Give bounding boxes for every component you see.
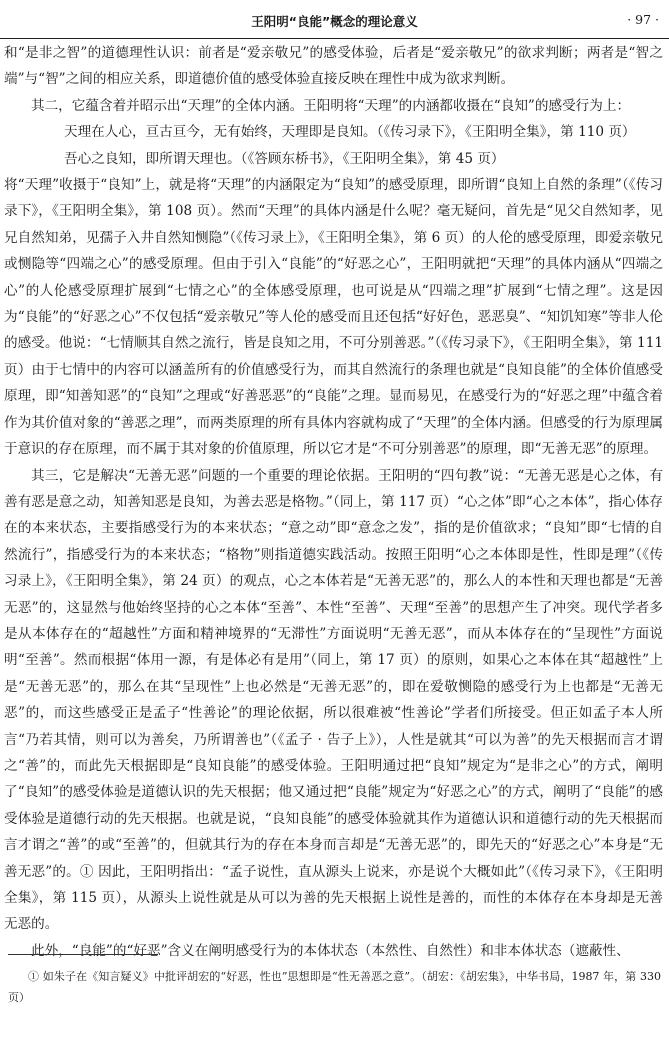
footnote-rule [8, 954, 158, 955]
header-rule [0, 38, 669, 39]
page-number: · 97 · [627, 12, 659, 27]
paragraph-continued: 和“是非之智”的道德理性认识：前者是“爱亲敬兄”的感受体验，后者是“爱亲敬兄”的欲求判断；两者是“智之端”与“智”之间的相应关系，即道德价值的感受体验直接反映在理性中成为欲求判断。 [4, 45, 663, 88]
paragraph-additionally: 此外，“良能”的“好恶”含义在阐明感受行为的本体状态（本然性、自然性）和非本体状态（遮蔽性、 [31, 942, 630, 959]
block-quote-1: 天理在人心，亘古亘今，无有始终，天理即是良知。（《传习录下》，《王阳明全集》，第 110 页） [64, 124, 636, 141]
block-quote-2: 吾心之良知，即所谓天理也。（《答顾东桥书》，《王阳明全集》，第 45 页） [64, 150, 505, 167]
running-title: 王阳明“良能”概念的理论意义 [251, 14, 418, 29]
running-header [0, 8, 669, 34]
paragraph-second-point: 其二，它蕴含着并昭示出“天理”的全体内涵。王阳明将“天理”的内涵都收摄在“良知”的感受行为上： [31, 97, 631, 114]
paragraph-third-point: 其三，它是解决“无善无恶”问题的一个重要的理论依据。王阳明的“四句教”说：“无善无恶是心之体，有善有恶是意之动，知善知恶是良知，为善去恶是格物。”（同上，第 117 页）“心之体”即“心之本体”，指心体存在的本来状态，主要指感受行为的本来状态；“意之动”即“意念之发”，指的是价值欲求；“良知”即“七情的自然流行”，指感受行为的本来状态；“格物”则指道德实践活动。按照王阳明“心之本体即是性，性即是理”（《传习录上》，《王阳明全集》，第 24 页）的观点，心之本体若是“无善无恶”的，那么人的本性和天理也都是“无善无恶”的，这显然与他始终坚持的心之本体“至善”、本性“至善”、天理“至善”的思想产生了冲突。现代学者多是从本体存在的“超越性”方面和精神境界的“无滞性”方面说明“无善无恶”，而从本体存在的“呈现性”方面说明“至善”。然而根据“体用一源，有是体必有是用”（同上，第 17 页）的原则，如果心之本体在其“超越性”上是“无善无恶”的，那么在其“呈现性”上也必然是“无善无恶”的，即在爱敬恻隐的感受行为上也都是“无善无恶”的，而这些感受正是孟子“性善论”的理论依据，所以很难被“性善论”学者们所接受。但正如孟子本人所言“乃若其情，则可以为善矣，乃所谓善也”（《孟子 · 告子上》），人性是就其“可以为善”的先天根据而言才谓之“善”的，而此先天根据即是“良知良能”的感受体验。王阳明通过把“良知”规定为“是非之心”的方式，阐明了“良知”的感受体验是道德认识的先天根据；他又通过把“良能”规定为“好恶之心”的方式，阐明了“良能”的感受体验是道德行动的先天根据。也就是说，“良知良能”的感受体验就其作为道德认识和道德行动的先天根据而言才谓之“善”的或“至善”的，但就其行为的存在本身而言却是“无善无恶”的，即先天的“好恶之心”本身是“无善无恶”的。① 因此，王阳明指出：“孟子说性，直从源头上说来，亦是说个大概如此”（《传习录下》，《王阳明全集》，第 115 页），从源头上说性就是从可以为善的先天根据上说性是善的，而性的本体存在本身却是无善无恶的。 [4, 467, 663, 933]
footnote: ① 如朱子在《知言疑义》中批评胡宏的“好恶，性也”思想即是“性无善恶之意”。（胡宏：《胡宏集》，中华书局，1987 年，第 330 页） [8, 970, 661, 1004]
article-body [4, 40, 663, 964]
paragraph-tianli: 将“天理”收摄于“良知”上，就是将“天理”的内涵限定为“良知”的感受原理，即所谓“良知上自然的条理”（《传习录下》，《王阳明全集》，第 108 页）。然而“天理”的具体内涵是什么呢？毫无疑问，首先是“见父自然知孝，见兄自然知弟，见孺子入井自然知恻隐”（《传习录上》，《王阳明全集》，第 6 页）的人伦的感受原理，即爱亲敬兄或恻隐等“四端之心”的感受原理。但由于引入“良能”的“好恶之心”，王阳明就把“天理”的具体内涵从“四端之心”的人伦感受原理扩展到“七情之心”的全体感受原理，也可说是从“四端之理”扩展到“七情之理”。这是因为“良能”的“好恶之心”不仅包括“爱亲敬兄”等人伦的感受而且还包括“好好色，恶恶臭”、“知饥知寒”等非人伦的感受。他说：“七情顺其自然之流行，皆是良知之用，不可分别善恶。”（《传习录下》，《王阳明全集》，第 111 页）由于七情中的内容可以涵盖所有的价值感受行为，而其自然流行的条理也就是“良知良能”的全体价值感受原理，即“知善知恶”的“良知”之理或“好善恶恶”的“良能”之理。显而易见，在感受行为的“好恶之理”中蕴含着作为其价值对象的“善恶之理”，而两类原理的所有具体内容就构成了“天理”的全体内涵。但感受的行为原理属于意识的存在原理，而不属于其对象的价值原理，所以它才是“不可分别善恶”的原理，即“无善无恶”的原理。 [4, 177, 663, 458]
